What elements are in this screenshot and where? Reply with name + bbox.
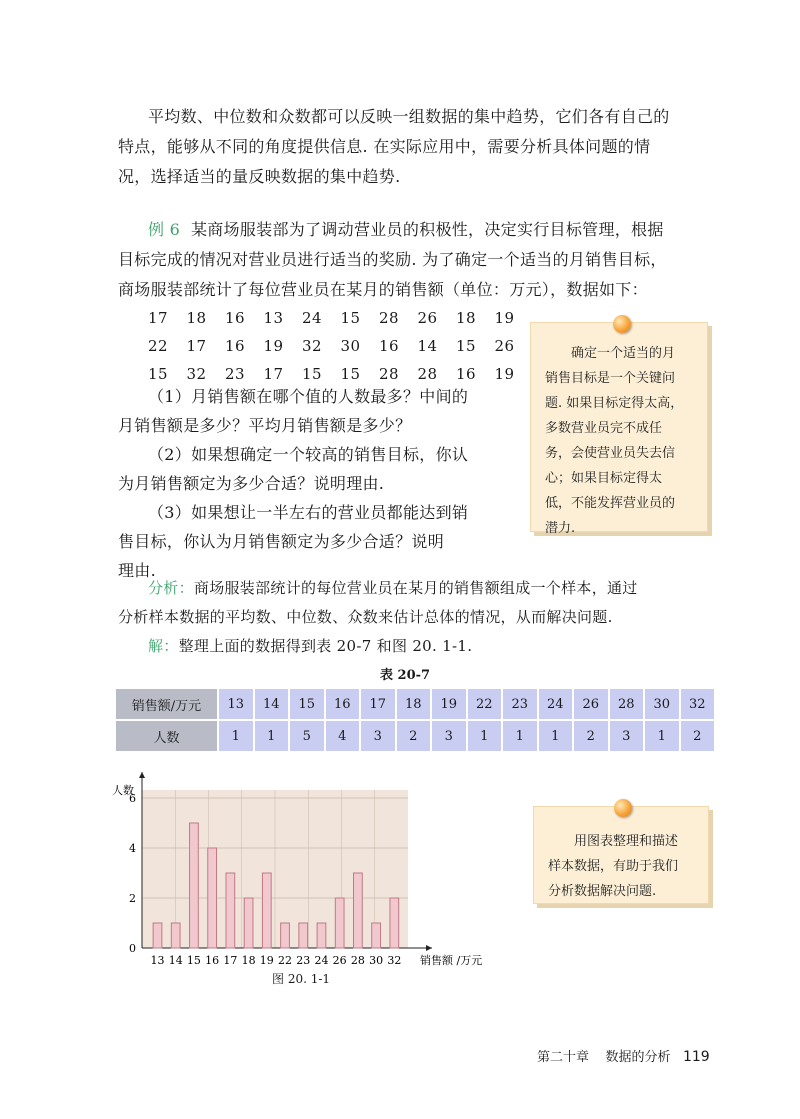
data-value: 15 bbox=[148, 365, 169, 383]
table-cell-sales: 28 bbox=[610, 689, 644, 719]
table-cell-sales: 22 bbox=[468, 689, 502, 719]
example-text: 某商场服装部为了调动营业员的积极性，决定实行目标管理，根据 bbox=[190, 220, 664, 239]
table-cell-count: 1 bbox=[539, 721, 573, 751]
analysis-paragraph bbox=[118, 574, 758, 661]
table-cell-sales: 24 bbox=[539, 689, 573, 719]
data-value: 32 bbox=[302, 337, 323, 355]
x-tick-label: 18 bbox=[241, 954, 256, 967]
note-line: 样本数据，有助于我们 bbox=[548, 859, 679, 874]
solution-text: 整理上面的数据得到表 20-7 和图 20. 1-1. bbox=[178, 637, 473, 655]
bar bbox=[299, 923, 308, 948]
question-line: 为月销售额定为多少合适？说明理由. bbox=[118, 474, 385, 493]
table-cell-count: 1 bbox=[255, 721, 289, 751]
table-cell-count: 1 bbox=[468, 721, 502, 751]
solution-line bbox=[118, 632, 758, 661]
bar bbox=[171, 923, 180, 948]
data-value: 16 bbox=[225, 337, 246, 355]
x-tick-label: 26 bbox=[332, 954, 347, 967]
data-value: 28 bbox=[379, 309, 400, 327]
table-cell-sales: 32 bbox=[681, 689, 715, 719]
intro-paragraph bbox=[118, 102, 758, 192]
note-line: 题. 如果目标定得太高， bbox=[545, 396, 684, 411]
data-value: 26 bbox=[494, 337, 515, 355]
data-row bbox=[148, 332, 538, 360]
data-value: 26 bbox=[417, 309, 438, 327]
y-axis-arrow bbox=[139, 772, 145, 778]
data-value: 15 bbox=[302, 365, 323, 383]
table-cell-count: 2 bbox=[397, 721, 431, 751]
questions bbox=[118, 382, 518, 585]
data-table bbox=[114, 687, 716, 753]
data-value: 19 bbox=[494, 365, 515, 383]
table-cell-count: 1 bbox=[503, 721, 537, 751]
table-cell-sales: 23 bbox=[503, 689, 537, 719]
table-cell-sales: 19 bbox=[432, 689, 466, 719]
x-axis-label: 销售额 /万元 bbox=[420, 954, 483, 967]
bar bbox=[226, 873, 235, 948]
data-value: 15 bbox=[340, 365, 361, 383]
chart-caption: 图 20. 1-1 bbox=[272, 972, 331, 986]
example-paragraph bbox=[118, 215, 758, 305]
x-tick-label: 13 bbox=[150, 954, 165, 967]
table-cell-sales: 17 bbox=[361, 689, 395, 719]
y-tick-label: 2 bbox=[129, 892, 136, 905]
x-axis-arrow bbox=[426, 945, 432, 951]
table-cell-count: 2 bbox=[574, 721, 608, 751]
note-line: 分析数据解决问题. bbox=[548, 884, 657, 899]
bar bbox=[153, 923, 162, 948]
data-value: 14 bbox=[417, 337, 438, 355]
table-cell-count: 3 bbox=[610, 721, 644, 751]
data-value: 22 bbox=[148, 337, 169, 355]
x-tick-label: 28 bbox=[350, 954, 365, 967]
data-value: 16 bbox=[225, 309, 246, 327]
note-line: 低，不能发挥营业员的 bbox=[545, 496, 676, 511]
intro-line: 况，选择适当的量反映数据的集中趋势. bbox=[118, 167, 401, 186]
data-value: 15 bbox=[456, 337, 477, 355]
y-tick-label: 6 bbox=[129, 792, 136, 805]
question-line: 理由. bbox=[118, 561, 156, 580]
solution-label: 解： bbox=[148, 637, 179, 655]
table-caption: 表 20-7 bbox=[380, 668, 431, 683]
data-value: 28 bbox=[417, 365, 438, 383]
note-line: 销售目标是一个关键问 bbox=[545, 371, 676, 386]
data-value: 13 bbox=[263, 309, 284, 327]
footer-title: 数据的分析 bbox=[605, 1050, 671, 1065]
bar bbox=[372, 923, 381, 948]
example-line: 商场服装部统计了每位营业员在某月的销售额（单位：万元），数据如下： bbox=[118, 280, 648, 299]
data-value: 24 bbox=[302, 309, 323, 327]
footer-chapter: 第二十章 bbox=[537, 1050, 590, 1065]
question-line: （1）月销售额在哪个值的人数最多？中间的 bbox=[148, 387, 469, 406]
table-cell-count: 3 bbox=[361, 721, 395, 751]
bar bbox=[335, 898, 344, 948]
data-value: 16 bbox=[456, 365, 477, 383]
table-cell-count: 1 bbox=[219, 721, 253, 751]
data-value: 28 bbox=[379, 365, 400, 383]
y-tick-label: 4 bbox=[129, 842, 136, 855]
data-value: 23 bbox=[225, 365, 246, 383]
bar bbox=[354, 873, 363, 948]
note-line: 用图表整理和描述 bbox=[574, 834, 679, 849]
table-cell-sales: 16 bbox=[326, 689, 360, 719]
table-header-cell: 人数 bbox=[116, 721, 217, 751]
data-rows bbox=[148, 304, 538, 388]
x-tick-label: 14 bbox=[168, 954, 183, 967]
table-cell-count: 3 bbox=[432, 721, 466, 751]
x-tick-label: 24 bbox=[314, 954, 329, 967]
x-tick-label: 19 bbox=[259, 954, 274, 967]
bar bbox=[244, 898, 253, 948]
example-label: 例 6 bbox=[148, 220, 181, 239]
bar-chart bbox=[108, 770, 508, 990]
pin-icon bbox=[614, 799, 632, 817]
y-axis-label: 人数 bbox=[112, 784, 134, 797]
page-footer bbox=[537, 1046, 710, 1065]
table-cell-sales: 26 bbox=[574, 689, 608, 719]
x-tick-label: 15 bbox=[186, 954, 201, 967]
bar bbox=[190, 823, 199, 948]
x-tick-label: 30 bbox=[369, 954, 384, 967]
question-line: 售目标，你认为月销售额定为多少合适？说明 bbox=[118, 532, 445, 551]
table-cell-sales: 15 bbox=[290, 689, 324, 719]
data-value: 32 bbox=[186, 365, 207, 383]
note-line: 心；如果目标定得太 bbox=[545, 471, 663, 486]
question-line: （2）如果想确定一个较高的销售目标，你认 bbox=[148, 445, 469, 464]
example-line bbox=[118, 215, 758, 245]
x-tick-label: 23 bbox=[296, 954, 311, 967]
data-value: 17 bbox=[263, 365, 284, 383]
side-note-target bbox=[530, 322, 708, 536]
bar bbox=[281, 923, 290, 948]
intro-line: 平均数、中位数和众数都可以反映一组数据的集中趋势，它们各有自己的 bbox=[148, 107, 670, 126]
data-row bbox=[148, 304, 538, 332]
table-cell-sales: 18 bbox=[397, 689, 431, 719]
data-value: 18 bbox=[456, 309, 477, 327]
note-line: 潜力. bbox=[545, 521, 576, 536]
data-value: 30 bbox=[340, 337, 361, 355]
note-line: 确定一个适当的月 bbox=[571, 346, 676, 361]
note-line: 务，会使营业员失去信 bbox=[545, 446, 676, 461]
analysis-line bbox=[118, 574, 758, 603]
table-cell-count: 1 bbox=[645, 721, 679, 751]
intro-line: 特点，能够从不同的角度提供信息. 在实际应用中，需要分析具体问题的情 bbox=[118, 137, 651, 156]
analysis-text: 商场服装部统计的每位营业员在某月的销售额组成一个样本，通过 bbox=[193, 579, 638, 597]
data-value: 18 bbox=[186, 309, 207, 327]
side-note-charts bbox=[533, 806, 709, 904]
bar bbox=[317, 923, 326, 948]
table-row bbox=[116, 689, 714, 719]
analysis-label: 分析： bbox=[148, 579, 194, 597]
x-tick-label: 16 bbox=[205, 954, 220, 967]
analysis-line: 分析样本数据的平均数、中位数、众数来估计总体的情况，从而解决问题. bbox=[118, 608, 613, 626]
example-line: 目标完成的情况对营业员进行适当的奖励. 为了确定一个适当的月销售目标， bbox=[118, 250, 667, 269]
data-value: 15 bbox=[340, 309, 361, 327]
x-tick-label: 17 bbox=[223, 954, 238, 967]
table-row bbox=[116, 721, 714, 751]
question-line: （3）如果想让一半左右的营业员都能达到销 bbox=[148, 503, 469, 522]
data-value: 19 bbox=[494, 309, 515, 327]
table-cell-sales: 30 bbox=[645, 689, 679, 719]
data-value: 17 bbox=[186, 337, 207, 355]
y-tick-label: 0 bbox=[129, 942, 136, 955]
table-cell-count: 5 bbox=[290, 721, 324, 751]
note-line: 多数营业员完不成任 bbox=[545, 421, 663, 436]
table-cell-count: 2 bbox=[681, 721, 715, 751]
bar bbox=[208, 848, 217, 948]
x-tick-label: 32 bbox=[387, 954, 402, 967]
table-header-cell: 销售额/万元 bbox=[116, 689, 217, 719]
table-cell-sales: 13 bbox=[219, 689, 253, 719]
data-value: 17 bbox=[148, 309, 169, 327]
bar bbox=[262, 873, 271, 948]
table-cell-count: 4 bbox=[326, 721, 360, 751]
question-line: 月销售额是多少？平均月销售额是多少？ bbox=[118, 416, 412, 435]
table-cell-sales: 14 bbox=[255, 689, 289, 719]
data-value: 19 bbox=[263, 337, 284, 355]
page-number: 119 bbox=[682, 1049, 710, 1065]
pin-icon bbox=[613, 315, 631, 333]
bar bbox=[390, 898, 399, 948]
data-value: 16 bbox=[379, 337, 400, 355]
x-tick-label: 22 bbox=[278, 954, 293, 967]
